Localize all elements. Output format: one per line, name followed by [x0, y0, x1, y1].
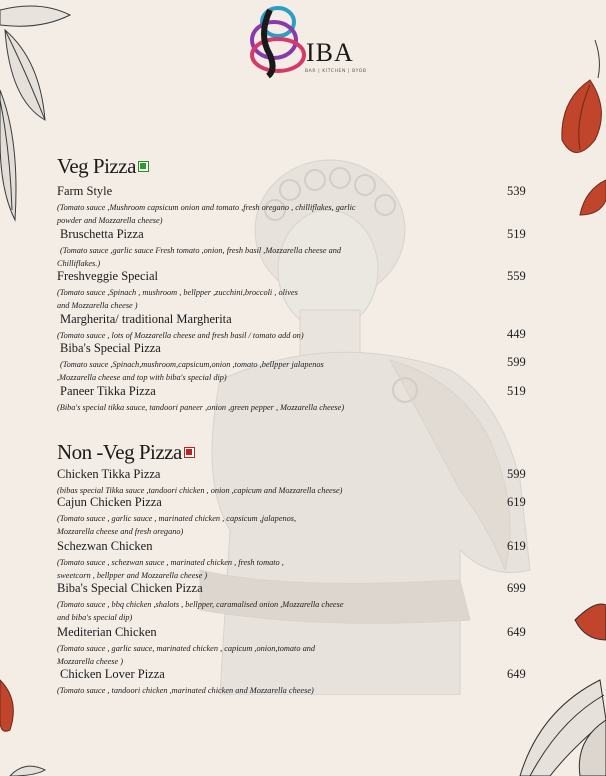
- item-price: 699: [507, 581, 526, 595]
- item-price: 599: [507, 355, 526, 369]
- item-description: (Tomato sauce ,garlic sauce Fresh tomato ,onion, fresh basil ,Mozzarella cheese and Chilliflakes.): [57, 246, 342, 268]
- menu-item: [57, 581, 537, 624]
- item-name: Freshveggie Special: [57, 269, 159, 283]
- item-price: 649: [507, 667, 526, 681]
- item-name: Farm Style: [57, 184, 113, 198]
- item-name: Mediterian Chicken: [57, 625, 157, 639]
- menu-item: [57, 341, 537, 384]
- menu-item: [57, 495, 537, 538]
- item-description: (Tomato sauce , tandoori chicken ,marinated chicken and Mozzarella cheese): [57, 686, 314, 695]
- item-name: Cajun Chicken Pizza: [57, 495, 162, 509]
- item-description: (Tomato sauce ,Spinach,mushroom,capsicum,onion ,tomato ,bellpper jalapenos ,Mozzarella cheese and top with biba's special dip): [57, 360, 324, 382]
- brand-name: IBA: [306, 38, 354, 67]
- item-description: (Tomato sauce , garlic sauce , marinated chicken , capsicum ,jalapenos, Mozzarella cheese and fresh oregano): [57, 514, 297, 536]
- item-name: Margherita/ traditional Margherita: [60, 312, 232, 326]
- leaf-decoration-top-right: [550, 40, 606, 220]
- veg-section-title: [57, 154, 149, 179]
- nonveg-title-text: Non -Veg Pizza: [57, 440, 182, 464]
- item-description: (Tomato sauce , garlic sauce, marinated chicken , capicum ,onion,tomato and Mozzarella cheese ): [57, 644, 316, 666]
- menu-item: [57, 539, 537, 582]
- nonveg-indicator-icon: [184, 447, 195, 458]
- item-description: (bibas special Tikka sauce ,tandoori chicken , onion ,capicum and Mozzarella cheese): [57, 486, 343, 495]
- item-name: Biba's Special Chicken Pizza: [57, 581, 203, 595]
- menu-item: [57, 227, 537, 270]
- item-name: Chicken Lover Pizza: [60, 667, 165, 681]
- item-price: 449: [507, 327, 526, 341]
- swirl-logo-icon: [240, 0, 310, 80]
- item-price: 539: [507, 184, 526, 198]
- menu-item: [57, 667, 537, 697]
- item-description: (Tomato sauce , bbq chicken ,shalots , bellpper, caramalised onion ,Mozzarella cheese and biba's special dip): [57, 600, 344, 622]
- menu-item: [57, 625, 537, 668]
- item-name: Paneer Tikka Pizza: [60, 384, 156, 398]
- item-price: 649: [507, 625, 526, 639]
- item-name: Chicken Tikka Pizza: [57, 467, 161, 481]
- item-name: Biba's Special Pizza: [60, 341, 161, 355]
- item-name: Bruschetta Pizza: [60, 227, 144, 241]
- item-price: 599: [507, 467, 526, 481]
- item-name: Schezwan Chicken: [57, 539, 153, 553]
- menu-item: [57, 384, 537, 414]
- item-description: (Tomato sauce , schezwan sauce , marinated chicken , fresh tomato , sweetcorn , bellpper and Mozzarella cheese ): [57, 558, 284, 580]
- item-description: (Biba's special tikka sauce, tandoori paneer ,onion ,green pepper , Mozzarella cheese): [57, 403, 345, 412]
- menu-item: [57, 312, 537, 342]
- item-price: 519: [507, 384, 526, 398]
- menu-item: [57, 467, 537, 497]
- nonveg-section-title: [57, 440, 195, 465]
- item-price: 559: [507, 269, 526, 283]
- item-price: 619: [507, 495, 526, 509]
- item-description: (Tomato sauce , lots of Mozzarella cheese and fresh basil / tomato add on): [57, 331, 304, 340]
- veg-indicator-icon: [138, 161, 149, 172]
- menu-item: [57, 184, 537, 227]
- leaf-decoration-bottom-left: [0, 660, 50, 776]
- veg-title-text: Veg Pizza: [57, 154, 136, 178]
- item-description: (Tomato sauce ,Mushroom capsicum onion and tomato ,fresh oregano , chilliflakes, garlic powder and Mozzarella cheese): [57, 203, 356, 225]
- item-price: 519: [507, 227, 526, 241]
- item-price: 619: [507, 539, 526, 553]
- menu-item: [57, 269, 537, 312]
- brand-tagline: BAR | KITCHEN | BYOB: [305, 69, 367, 74]
- item-description: (Tomato sauce ,Spinach , mushroom , bellpper ,zucchini,broccoli , olives and Mozzarella cheese ): [57, 288, 298, 310]
